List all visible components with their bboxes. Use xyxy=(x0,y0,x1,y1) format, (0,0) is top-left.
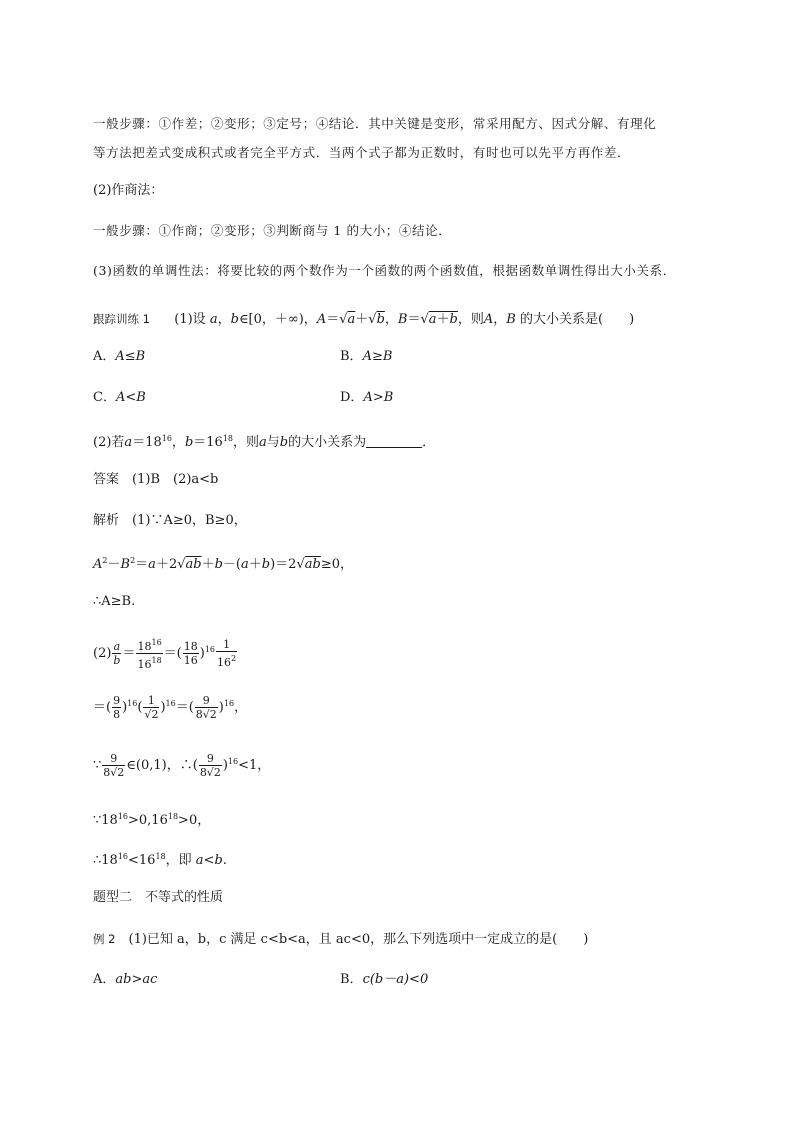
analysis-line-3: ∴A≥B. xyxy=(93,594,136,609)
analysis-line-4: (2) $\frac{a}{b}$ ＝ $\frac{18^{16}}{16^{18}}$ ＝( $\frac{18}{16}$ )$^{16}$ $\frac{1}{16^2}$ xyxy=(93,638,237,671)
analysis-line-1: 解析 (1)∵A≥0，B≥0， xyxy=(93,513,247,528)
option-b[interactable]: B．A≥B xyxy=(340,349,393,364)
option-a-text: A≤B xyxy=(115,349,146,364)
analysis-line-7: $\because 18^{16}>0,16^{18}>0$， xyxy=(93,812,211,828)
q1-part-c: ，则 xyxy=(457,312,484,327)
analysis-line-8: $\therefore 18^{16}<16^{18}$，即 a<b. xyxy=(93,852,227,868)
example-text: (1)已知 a，b，c 满足 c<b<a，且 ac<0，那么下列选项中一定成立的是( ) xyxy=(128,932,589,947)
analysis-line-6: ∵ $\frac{9}{8√2}$ ∈(0,1)，∴( $\frac{9}{8√2}$ )$^{16}$<1， xyxy=(93,752,271,779)
exercise-question-2: (2)若$a=18^{16}$，$b=16^{18}$，则a与b的大小关系为 ． xyxy=(93,434,436,450)
option-a[interactable]: A．A≤B xyxy=(93,349,146,364)
analysis-line-5: ＝( $\frac{9}{8}$ )$^{16}$( $\frac{1}{√2}$ )$^{16}$＝( $\frac{9}{8√2}$ )$^{16}$， xyxy=(93,694,248,721)
q1-vars: a xyxy=(209,312,218,327)
method3-text: (3)函数的单调性法：将要比较的两个数作为一个函数的两个函数值，根据函数单调性得出大小关系． xyxy=(93,263,676,278)
answer-label: 答案 xyxy=(93,472,120,487)
section-title: 题型二 不等式的性质 xyxy=(93,890,224,905)
exercise-question-1: 跟踪训练 1 (1)设 a，b∈[0，＋∞)，A＝√a＋√b，B＝√a＋b，则A，B 的大小关系是( ) xyxy=(93,312,635,327)
intro-line-2: 等方法把差式变成积式或者完全平方式．当两个式子都为正数时，有时也可以先平方再作差． xyxy=(93,145,631,160)
q1-part-b: ∈[0，＋∞)， xyxy=(238,312,317,327)
analysis-line-2: $A^2-B^2=a+2√ab+b-(a+b)=2√ab\ge 0$， xyxy=(93,556,353,572)
example-option-b[interactable]: B．c(b－a)<0 xyxy=(340,972,429,987)
option-d[interactable]: D．A>B xyxy=(340,390,394,405)
option-d-text: A>B xyxy=(363,390,394,405)
answer-blank[interactable] xyxy=(366,435,422,448)
example-option-a[interactable]: A．ab>ac xyxy=(93,972,158,987)
example-option-b-text: c(b－a)<0 xyxy=(362,972,429,987)
answer-text: (1)B (2)a<b xyxy=(132,472,219,487)
example-option-a-text: ab>ac xyxy=(115,972,158,987)
option-c-text: A<B xyxy=(115,390,146,405)
exercise-tag: 跟踪训练 1 xyxy=(93,312,150,326)
method2-steps: 一般步骤：①作商；②变形；③判断商与 1 的大小；④结论． xyxy=(93,223,452,238)
q1-part-a: (1)设 xyxy=(174,312,206,327)
example-question xyxy=(93,930,588,949)
option-c[interactable]: C．A<B xyxy=(93,390,146,405)
intro-line-1: 一般步骤：①作差；②变形；③定号；④结论．其中关键是变形，常采用配方、因式分解、有理化 xyxy=(93,116,657,131)
method2-title: (2)作商法： xyxy=(93,183,164,198)
q1-formula-a: A＝√a＋√b，B＝√a＋b xyxy=(316,312,458,327)
analysis-label: 解析 xyxy=(93,513,120,528)
answer-line xyxy=(93,471,218,489)
option-b-text: A≥B xyxy=(362,349,393,364)
q1-part-d: 的大小关系是( ) xyxy=(520,312,635,327)
example-label: 例 2 xyxy=(93,932,116,946)
